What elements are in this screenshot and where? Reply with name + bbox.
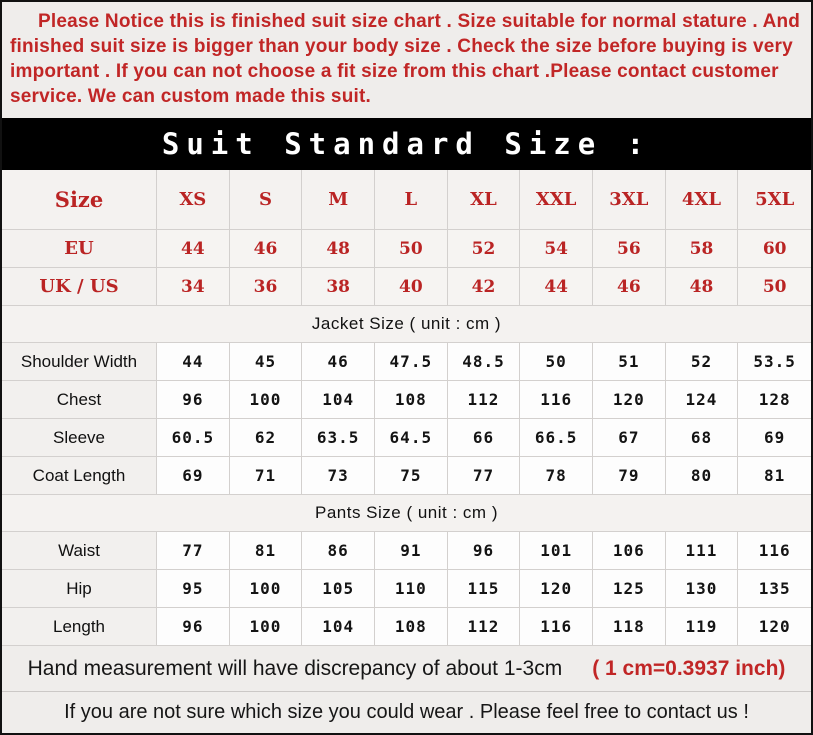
measurement-value-cell: 124 (666, 381, 739, 419)
title-banner (2, 118, 811, 170)
size-header-s: S (230, 170, 303, 230)
measurement-value-cell: 52 (666, 343, 739, 381)
conversion-value-cell: 48 (302, 230, 375, 268)
measurement-value-cell: 135 (738, 570, 811, 608)
size-header-4xl: 4XL (666, 170, 739, 230)
top-notice-text: Please Notice this is finished suit size chart . Size suitable for normal stature . And finished suit size is bigger than your body size . Check the size before buying is very important . If you can not choose a fit size from this chart .Please contact customer service. We can custom made this suit. (2, 2, 811, 118)
conversion-value-cell: 42 (448, 268, 521, 306)
measurement-value-cell: 78 (520, 457, 593, 495)
measurement-value-cell: 105 (302, 570, 375, 608)
conversion-value-cell: 52 (448, 230, 521, 268)
conversion-value-cell: 50 (738, 268, 811, 306)
measurement-value-cell: 116 (520, 381, 593, 419)
conversion-value-cell: 56 (593, 230, 666, 268)
measurement-value-cell: 104 (302, 381, 375, 419)
contact-note-text: If you are not sure which size you could wear . Please feel free to contact us ! (64, 700, 749, 723)
measurement-value-cell: 96 (448, 532, 521, 570)
measurement-value-cell: 81 (230, 532, 303, 570)
measurement-value-cell: 100 (230, 570, 303, 608)
measurement-row-label: Hip (2, 570, 157, 608)
measurement-row-label: Chest (2, 381, 157, 419)
size-header-xxl: XXL (520, 170, 593, 230)
size-header-5xl: 5XL (738, 170, 811, 230)
conversion-value-cell: 48 (666, 268, 739, 306)
measurement-row-label: Length (2, 608, 157, 646)
measurement-value-cell: 120 (593, 381, 666, 419)
measurement-value-cell: 69 (738, 419, 811, 457)
conversion-value-cell: 54 (520, 230, 593, 268)
measurement-value-cell: 116 (520, 608, 593, 646)
conversion-value-cell: 36 (230, 268, 303, 306)
conversion-value-cell: 40 (375, 268, 448, 306)
conversion-value-cell: 38 (302, 268, 375, 306)
measurement-value-cell: 111 (666, 532, 739, 570)
measurement-value-cell: 128 (738, 381, 811, 419)
measurement-value-cell: 96 (157, 608, 230, 646)
measurement-value-cell: 53.5 (738, 343, 811, 381)
conversion-value-cell: 44 (157, 230, 230, 268)
measurement-value-cell: 96 (157, 381, 230, 419)
measurement-value-cell: 77 (157, 532, 230, 570)
measurement-value-cell: 106 (593, 532, 666, 570)
contact-note-row (2, 692, 811, 732)
measurement-value-cell: 44 (157, 343, 230, 381)
measurement-value-cell: 71 (230, 457, 303, 495)
conversion-value-cell: 34 (157, 268, 230, 306)
measurement-value-cell: 66.5 (520, 419, 593, 457)
measurement-value-cell: 51 (593, 343, 666, 381)
measurement-value-cell: 75 (375, 457, 448, 495)
size-header-m: M (302, 170, 375, 230)
cm-inch-conversion-text: ( 1 cm=0.3937 inch) (592, 656, 786, 680)
section-title: Pants Size ( unit : cm ) (2, 495, 811, 532)
measurement-value-cell: 79 (593, 457, 666, 495)
measurement-row-label: Waist (2, 532, 157, 570)
measurement-value-cell: 73 (302, 457, 375, 495)
conversion-value-cell: 44 (520, 268, 593, 306)
size-header-3xl: 3XL (593, 170, 666, 230)
measurement-value-cell: 47.5 (375, 343, 448, 381)
conversion-value-cell: 50 (375, 230, 448, 268)
measurement-value-cell: 77 (448, 457, 521, 495)
measurement-value-cell: 60.5 (157, 419, 230, 457)
size-header-xs: XS (157, 170, 230, 230)
measurement-value-cell: 104 (302, 608, 375, 646)
measurement-value-cell: 108 (375, 608, 448, 646)
measurement-value-cell: 118 (593, 608, 666, 646)
measurement-value-cell: 62 (230, 419, 303, 457)
measurement-value-cell: 115 (448, 570, 521, 608)
measurement-value-cell: 50 (520, 343, 593, 381)
measurement-value-cell: 125 (593, 570, 666, 608)
size-header-xl: XL (448, 170, 521, 230)
measurement-value-cell: 110 (375, 570, 448, 608)
conversion-value-cell: 46 (593, 268, 666, 306)
size-header-l: L (375, 170, 448, 230)
measurement-value-cell: 48.5 (448, 343, 521, 381)
conversion-value-cell: 46 (230, 230, 303, 268)
measurement-note-row (2, 646, 811, 692)
conversion-row-label: UK / US (2, 268, 157, 306)
measurement-note-text: Hand measurement will have discrepancy of about 1-3cm (27, 656, 563, 680)
measurement-value-cell: 112 (448, 381, 521, 419)
measurement-value-cell: 69 (157, 457, 230, 495)
measurement-value-cell: 91 (375, 532, 448, 570)
measurement-value-cell: 101 (520, 532, 593, 570)
measurement-row-label: Sleeve (2, 419, 157, 457)
section-title: Jacket Size ( unit : cm ) (2, 306, 811, 343)
measurement-value-cell: 46 (302, 343, 375, 381)
size-header-label: Size (2, 170, 157, 230)
measurement-value-cell: 130 (666, 570, 739, 608)
measurement-row-label: Coat Length (2, 457, 157, 495)
measurement-value-cell: 100 (230, 608, 303, 646)
conversion-value-cell: 60 (738, 230, 811, 268)
measurement-value-cell: 108 (375, 381, 448, 419)
measurement-value-cell: 95 (157, 570, 230, 608)
conversion-value-cell: 58 (666, 230, 739, 268)
measurement-value-cell: 80 (666, 457, 739, 495)
measurement-value-cell: 81 (738, 457, 811, 495)
measurement-value-cell: 120 (520, 570, 593, 608)
conversion-row-label: EU (2, 230, 157, 268)
measurement-value-cell: 66 (448, 419, 521, 457)
measurement-value-cell: 68 (666, 419, 739, 457)
measurement-value-cell: 120 (738, 608, 811, 646)
measurement-value-cell: 63.5 (302, 419, 375, 457)
measurement-value-cell: 86 (302, 532, 375, 570)
measurement-value-cell: 116 (738, 532, 811, 570)
measurement-value-cell: 45 (230, 343, 303, 381)
measurement-value-cell: 112 (448, 608, 521, 646)
measurement-value-cell: 67 (593, 419, 666, 457)
measurement-value-cell: 100 (230, 381, 303, 419)
measurement-row-label: Shoulder Width (2, 343, 157, 381)
page-title: Suit Standard Size : (161, 127, 652, 161)
measurement-value-cell: 64.5 (375, 419, 448, 457)
size-table (2, 170, 811, 646)
measurement-value-cell: 119 (666, 608, 739, 646)
